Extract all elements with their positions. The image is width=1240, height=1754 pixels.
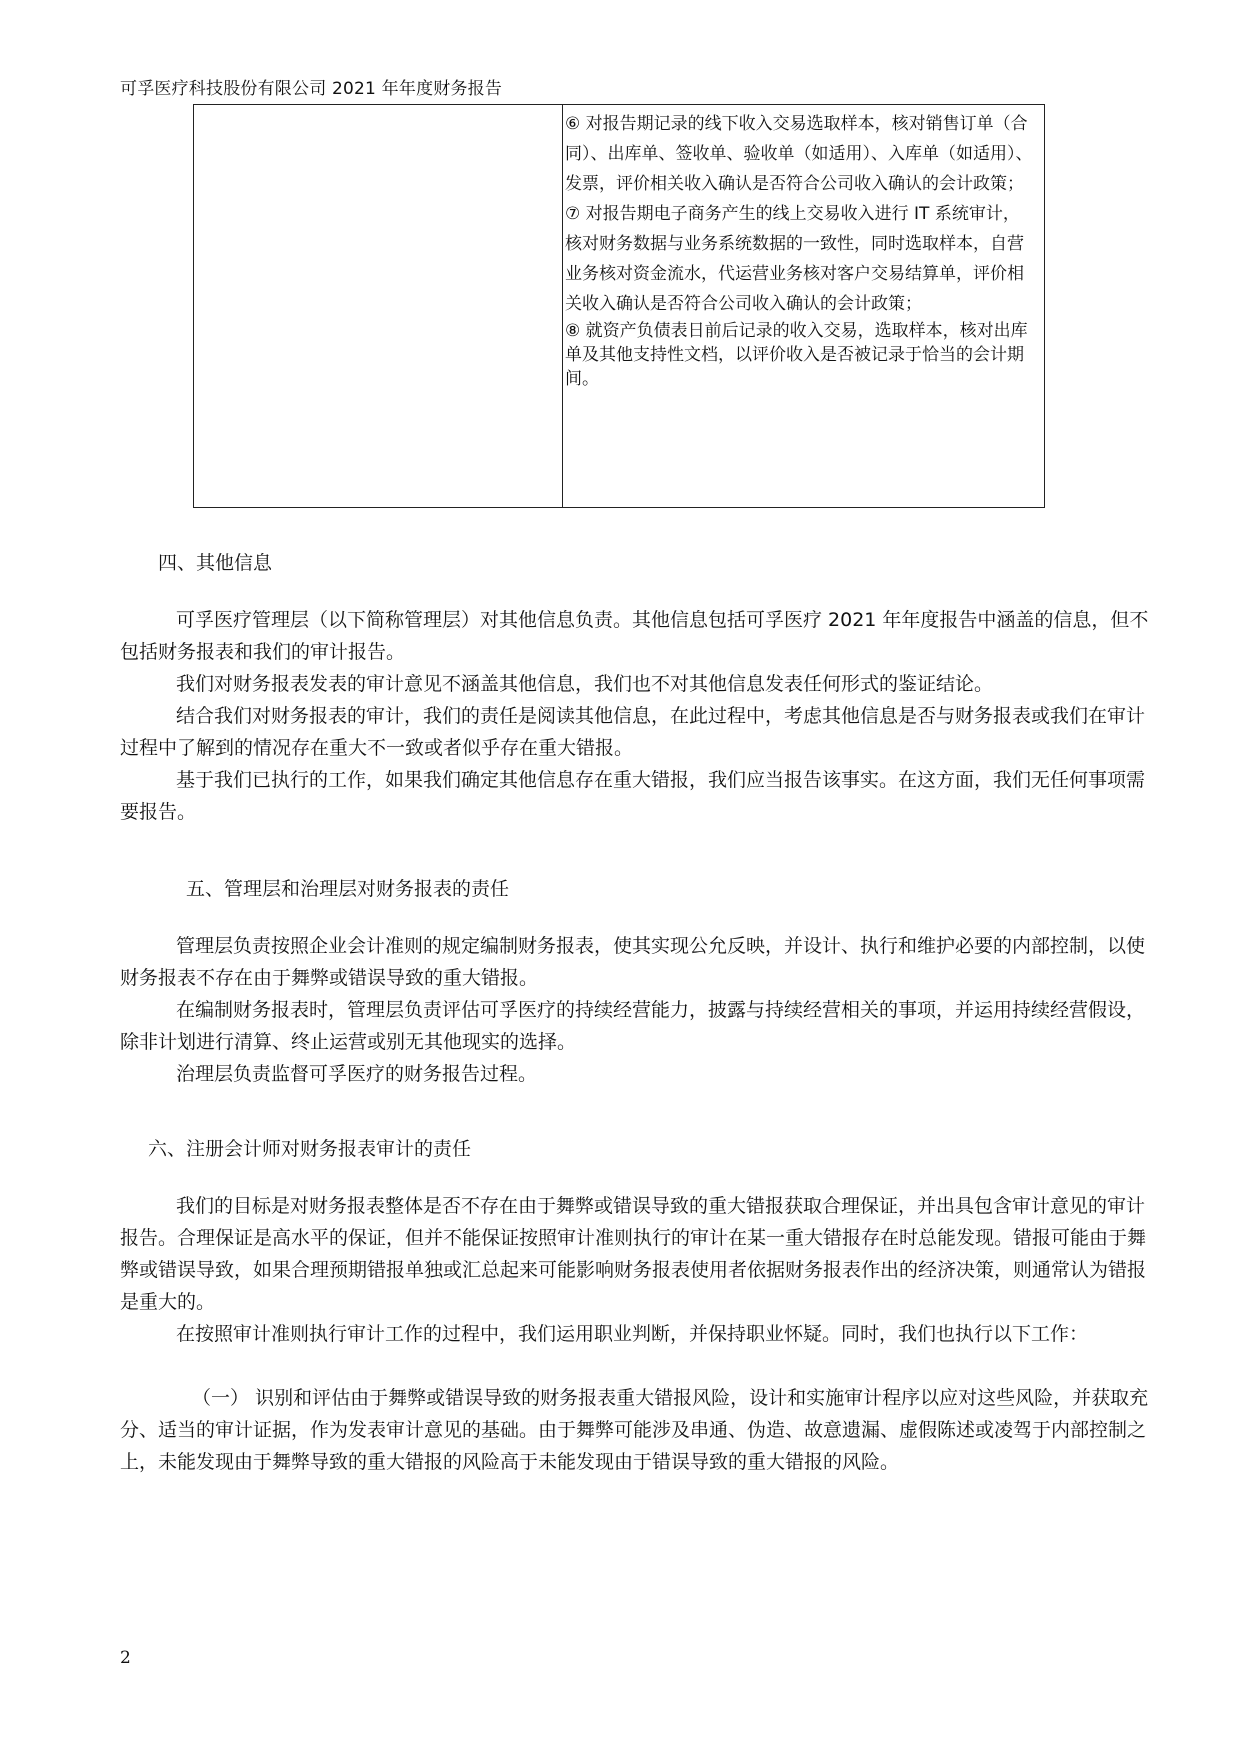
section-4-title: 四、其他信息 [158,552,273,574]
audit-procedures-table [193,104,1045,508]
table-left-cell [194,105,563,507]
section-6-paragraph: 我们的目标是对财务报表整体是否不存在由于舞弊或错误导致的重大错报获取合理保证，并出具包含审计意见的审计报告。合理保证是高水平的保证，但并不能保证按照审计准则执行的审计在某一重大错报存在时总能发现。错报可能由于舞弊或错误导致，如果合理预期错报单独或汇总起来可能影响财务报表使用者依据财务报表作出的经济决策，则通常认为错报是重大的。 [120,1195,1147,1313]
section-5-paragraph: 管理层负责按照企业会计准则的规定编制财务报表，使其实现公允反映，并设计、执行和维护必要的内部控制，以使财务报表不存在由于舞弊或错误导致的重大错报。 [120,935,1146,989]
section-5-paragraph: 在编制财务报表时，管理层负责评估可孚医疗的持续经营能力，披露与持续经营相关的事项，并运用持续经营假设，除非计划进行清算、终止运营或别无其他现实的选择。 [120,999,1146,1053]
section-6-title: 六、注册会计师对财务报表审计的责任 [148,1138,472,1160]
section-4-paragraph: 基于我们已执行的工作，如果我们确定其他信息存在重大错报，我们应当报告该事实。在这方面，我们无任何事项需要报告。 [120,769,1146,823]
section-6-item-1: （一） 识别和评估由于舞弊或错误导致的财务报表重大错报风险，设计和实施审计程序以应对这些风险，并获取充分、适当的审计证据，作为发表审计意见的基础。由于舞弊可能涉及串通、伪造、故意遗漏、虚假陈述或凌驾于内部控制之上，未能发现由于舞弊导致的重大错报的风险高于未能发现由于错误导致的重大错报的风险。 [120,1387,1149,1473]
procedure-item-6: ⑥ 对报告期记录的线下收入交易选取样本，核对销售订单（合同）、出库单、签收单、验收单（如适用）、入库单（如适用）、发票，评价相关收入确认是否符合公司收入确认的会计政策； [565,114,1033,194]
procedure-item-7: ⑦ 对报告期电子商务产生的线上交易收入进行 IT 系统审计，核对财务数据与业务系统数据的一致性，同时选取样本，自营业务核对资金流水，代运营业务核对客户交易结算单，评价相关收入确认是否符合公司收入确认的会计政策； [565,204,1024,314]
section-4-paragraph: 可孚医疗管理层（以下简称管理层）对其他信息负责。其他信息包括可孚医疗 2021 年年度报告中涵盖的信息，但不包括财务报表和我们的审计报告。 [120,609,1149,663]
table-right-cell [563,105,1044,507]
section-4-paragraph: 我们对财务报表发表的审计意见不涵盖其他信息，我们也不对其他信息发表任何形式的鉴证结论。 [176,673,994,695]
section-5-title: 五、管理层和治理层对财务报表的责任 [186,878,510,900]
section-5-paragraph: 治理层负责监督可孚医疗的财务报告过程。 [176,1063,538,1085]
section-6-paragraph: 在按照审计准则执行审计工作的过程中，我们运用职业判断，并保持职业怀疑。同时，我们也执行以下工作： [176,1323,1089,1345]
procedure-item-8: ⑧ 就资产负债表日前后记录的收入交易，选取样本，核对出库单及其他支持性文档，以评价收入是否被记录于恰当的会计期间。 [565,321,1028,389]
section-4-paragraph: 结合我们对财务报表的审计，我们的责任是阅读其他信息，在此过程中，考虑其他信息是否与财务报表或我们在审计过程中了解到的情况存在重大不一致或者似乎存在重大错报。 [120,705,1146,759]
page-number: 2 [120,1648,131,1668]
report-header: 可孚医疗科技股份有限公司 2021 年年度财务报告 [120,79,503,99]
